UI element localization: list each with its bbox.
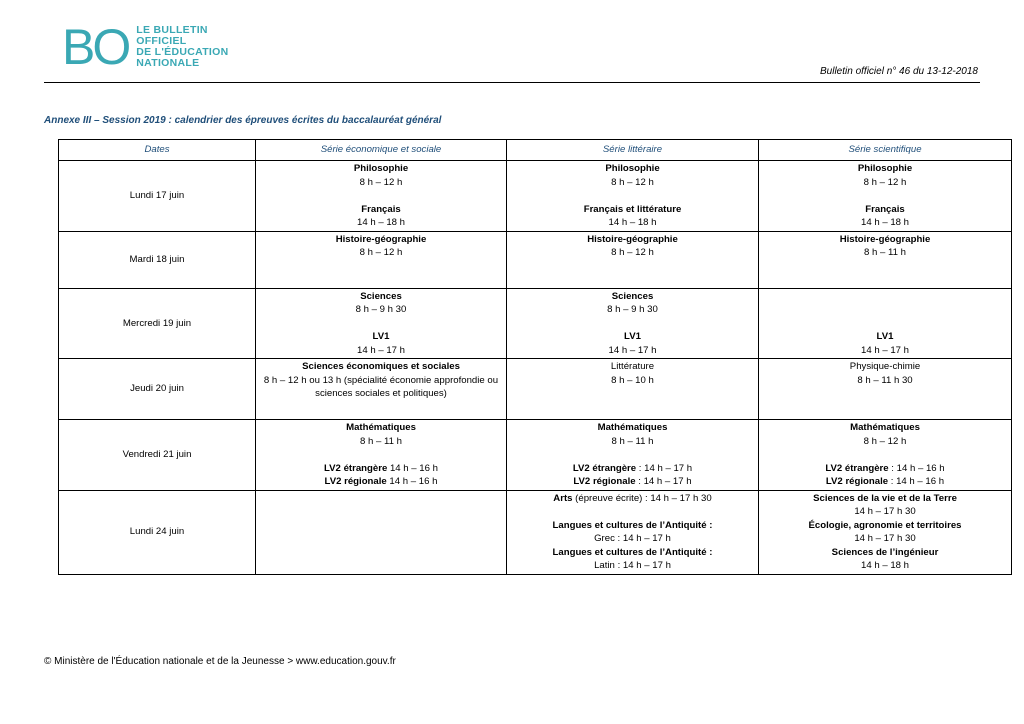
table-row <box>59 420 1012 491</box>
date-cell: Mercredi 19 juin <box>59 288 256 359</box>
exam-cell <box>507 231 759 288</box>
header-divider <box>44 82 980 83</box>
exam-subject: LV2 étrangère <box>572 462 637 474</box>
logo-mark: BO <box>62 19 129 75</box>
exam-time: 8 h – 11 h <box>864 247 906 258</box>
exam-subject: LV1 <box>624 331 641 342</box>
line-spacer <box>511 189 754 203</box>
line-spacer <box>763 290 1007 304</box>
line-spacer <box>260 317 502 331</box>
logo-line: LE BULLETIN <box>136 24 208 36</box>
logo-line: DE L'ÉDUCATION <box>136 46 229 58</box>
exam-time: : 14 h – 17 h <box>636 462 693 474</box>
exam-cell <box>256 161 507 232</box>
exam-cell <box>507 161 759 232</box>
exam-subject: Histoire-géographie <box>335 233 427 245</box>
exam-subject: Français <box>361 203 401 215</box>
logo-line: OFFICIEL <box>136 35 187 47</box>
exam-line <box>260 475 502 489</box>
exam-subject: LV2 étrangère <box>324 462 388 474</box>
date-cell: Lundi 24 juin <box>59 490 256 574</box>
exam-time: (épreuve écrite) : 14 h – 17 h 30 <box>572 492 712 504</box>
exam-subject: Langues et cultures de l’Antiquité : <box>552 546 713 558</box>
exam-subject: Histoire-géographie <box>839 233 931 245</box>
exam-time: 8 h – 12 h <box>863 176 907 188</box>
exam-time: 8 h – 12 h <box>611 247 654 258</box>
logo-wordmark <box>136 25 228 69</box>
table-row <box>59 288 1012 359</box>
exam-time: 14 h – 17 h <box>608 344 657 356</box>
exam-subject: Sciences <box>360 290 402 302</box>
exam-cell <box>759 359 1012 420</box>
exam-subject: Arts <box>553 492 573 504</box>
exam-subject: LV2 étrangère <box>825 462 889 474</box>
exam-subject: Philosophie <box>857 163 913 174</box>
exam-cell <box>759 420 1012 491</box>
column-header-es: Série économique et sociale <box>256 140 507 161</box>
bo-logo <box>62 19 229 75</box>
exam-subject: LV2 régionale <box>573 476 636 487</box>
exam-time: 8 h – 11 h 30 <box>857 374 913 386</box>
exam-time: 14 h – 18 h <box>860 560 909 571</box>
exam-subject: Sciences <box>611 290 654 302</box>
table-row <box>59 359 1012 420</box>
exam-cell <box>507 490 759 574</box>
date-cell: Lundi 17 juin <box>59 161 256 232</box>
exam-subject: LV1 <box>876 331 894 342</box>
exam-time: Latin : 14 h – 17 h <box>594 560 671 571</box>
table-header-row <box>59 140 1012 161</box>
footer-copyright: © Ministère de l'Éducation nationale et de la Jeunesse > www.education.gouv.fr <box>44 656 396 667</box>
exam-subject: Français <box>865 203 905 215</box>
exam-subject: Mathématiques <box>597 422 668 433</box>
exam-cell <box>256 359 507 420</box>
exam-subject: Français et littérature <box>583 203 682 215</box>
exam-time: Grec : 14 h – 17 h <box>594 533 671 544</box>
exam-cell <box>256 490 507 574</box>
exam-cell <box>759 231 1012 288</box>
exam-cell <box>759 161 1012 232</box>
exam-time: 14 h – 17 h <box>860 344 909 356</box>
exam-subject: Sciences économiques et sociales <box>302 361 460 372</box>
table-body <box>59 161 1012 575</box>
bulletin-reference: Bulletin officiel n° 46 du 13-12-2018 <box>820 66 978 77</box>
exam-cell <box>507 359 759 420</box>
exam-time: 14 h – 16 h <box>386 476 438 487</box>
exam-time: 8 h – 12 h <box>611 176 654 188</box>
exam-time: 8 h – 12 h ou 13 h (spécialité économie approfondie ou sciences sociales et politiques) <box>263 374 499 399</box>
column-header-l: Série littéraire <box>507 140 759 161</box>
exam-subject: Sciences de la vie et de la Terre <box>813 492 957 504</box>
exam-time: 14 h – 17 h 30 <box>854 506 916 517</box>
exam-subject: Philosophie <box>353 163 409 174</box>
line-spacer <box>260 273 502 287</box>
exam-time: 14 h – 17 h 30 <box>854 533 916 544</box>
exam-time: Physique-chimie <box>849 361 921 372</box>
exam-cell <box>759 490 1012 574</box>
line-spacer <box>260 189 502 203</box>
exam-subject: Sciences de l’ingénieur <box>831 546 939 558</box>
exam-time: 14 h – 18 h <box>608 217 657 228</box>
exam-subject: Mathématiques <box>346 422 416 433</box>
line-spacer <box>763 189 1007 203</box>
column-header-s: Série scientifique <box>759 140 1012 161</box>
line-spacer <box>260 260 502 274</box>
exam-subject: LV2 régionale <box>825 476 889 487</box>
exam-cell <box>507 288 759 359</box>
line-spacer <box>511 448 754 462</box>
exam-time: 8 h – 11 h <box>360 435 402 447</box>
exam-time: : 14 h – 16 h <box>888 476 945 487</box>
exam-time: 14 h – 17 h <box>356 344 405 356</box>
exam-time: 14 h – 18 h <box>356 217 405 228</box>
exam-cell <box>256 288 507 359</box>
line-spacer <box>511 317 754 331</box>
exam-subject: Écologie, agronomie et territoires <box>808 519 962 531</box>
exam-cell <box>256 231 507 288</box>
line-spacer <box>260 448 502 462</box>
exam-subject: Philosophie <box>605 163 660 174</box>
exam-line <box>511 462 754 476</box>
exam-subject: Histoire-géographie <box>587 233 678 245</box>
exam-time: 8 h – 12 h <box>863 435 907 447</box>
logo-line: NATIONALE <box>136 57 200 69</box>
exam-subject: Mathématiques <box>850 422 920 433</box>
exam-time: 8 h – 12 h <box>359 247 403 258</box>
date-cell: Vendredi 21 juin <box>59 420 256 491</box>
column-header-dates: Dates <box>59 140 256 161</box>
exam-time: 14 h – 16 h <box>387 462 438 474</box>
exam-time: 8 h – 9 h 30 <box>607 304 658 315</box>
date-cell: Jeudi 20 juin <box>59 359 256 420</box>
exam-calendar-table <box>58 139 1012 575</box>
table-row <box>59 490 1012 574</box>
exam-cell <box>507 420 759 491</box>
exam-line <box>260 462 502 476</box>
table-row <box>59 231 1012 288</box>
exam-subject: Langues et cultures de l’Antiquité : <box>552 519 713 531</box>
exam-line <box>511 492 754 506</box>
exam-cell <box>256 420 507 491</box>
annex-title: Annexe III – Session 2019 : calendrier des épreuves écrites du baccalauréat général <box>44 115 442 126</box>
exam-line <box>763 462 1007 476</box>
exam-time: 14 h – 18 h <box>860 217 909 228</box>
exam-cell <box>759 288 1012 359</box>
exam-subject: LV2 régionale <box>324 476 387 487</box>
exam-time: 8 h – 12 h <box>359 176 403 188</box>
exam-subject: LV1 <box>372 331 390 342</box>
line-spacer <box>763 303 1007 317</box>
exam-time: 8 h – 9 h 30 <box>355 304 407 315</box>
exam-time: 8 h – 10 h <box>611 374 654 386</box>
table-row <box>59 161 1012 232</box>
line-spacer <box>763 317 1007 331</box>
line-spacer <box>511 505 754 519</box>
exam-time: : 14 h – 16 h <box>888 462 945 474</box>
exam-time: Littérature <box>610 361 655 372</box>
exam-time: : 14 h – 17 h <box>635 476 692 487</box>
exam-line <box>511 475 754 489</box>
date-cell: Mardi 18 juin <box>59 231 256 288</box>
line-spacer <box>763 448 1007 462</box>
exam-line <box>763 475 1007 489</box>
exam-time: 8 h – 11 h <box>611 435 654 447</box>
